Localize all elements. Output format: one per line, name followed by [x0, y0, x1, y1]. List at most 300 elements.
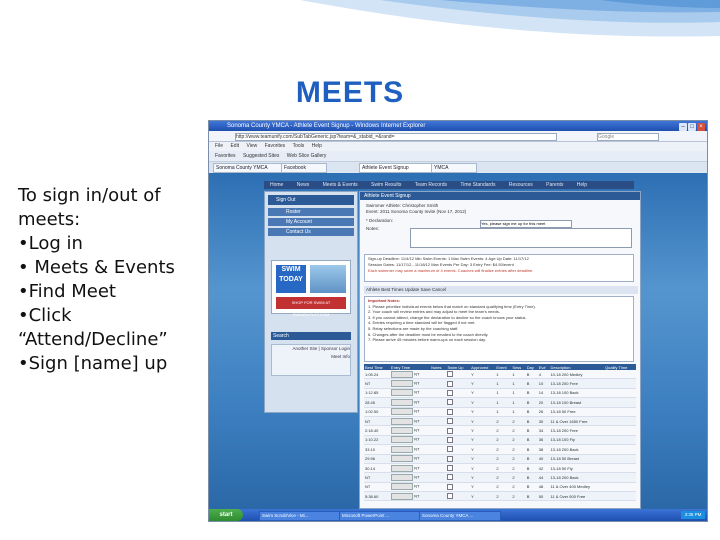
cell-entry — [390, 370, 430, 379]
entry-time-input[interactable] — [391, 493, 413, 500]
cell-value: 1 — [512, 409, 515, 415]
menu-tools[interactable]: Tools — [292, 143, 305, 149]
window-title: Sonoma County YMCA - Athlete Event Signup - Windows Internet Explorer — [227, 123, 426, 129]
cell-value: 2 — [496, 484, 499, 490]
cell-value: Y — [471, 418, 474, 424]
cell-value: 13-18 200 Back — [550, 446, 579, 452]
cell-event — [495, 370, 511, 379]
cell-value: B — [526, 399, 530, 405]
cell-value: 38 — [538, 446, 544, 452]
cell-event — [495, 492, 511, 501]
cell-day — [526, 473, 538, 482]
menu-edit[interactable]: Edit — [230, 143, 240, 149]
swim-up-checkbox[interactable] — [447, 484, 453, 490]
cell-q — [604, 407, 636, 416]
cell-approved — [470, 379, 495, 388]
maximize-icon[interactable]: □ — [688, 123, 696, 131]
web-slice-link[interactable]: Web Slice Gallery — [286, 153, 327, 159]
cell-value: 13-18 50 Fly — [550, 465, 573, 471]
cell-value: 13-18 50 Free — [550, 409, 576, 415]
cell-value: 11 & Over 500 Free — [550, 493, 586, 499]
cell-value: NT — [414, 455, 420, 461]
cell-value: 2 — [512, 418, 515, 424]
cell-swimup — [446, 379, 470, 388]
cell-event — [495, 407, 511, 416]
cell-q — [604, 482, 636, 491]
cell-day — [526, 426, 538, 435]
swim-up-checkbox[interactable] — [447, 446, 453, 452]
start-button[interactable]: start — [209, 509, 243, 521]
cell-value: 1 — [496, 399, 499, 405]
cell-value: B — [526, 437, 530, 443]
cell-value: NT — [365, 484, 371, 490]
cell-q — [604, 416, 636, 425]
cell-sess — [511, 398, 525, 407]
cell-value: 26 — [538, 409, 544, 415]
nav-meets-events[interactable]: Meets & Events — [322, 182, 358, 188]
menu-file[interactable]: File — [215, 143, 224, 149]
tab-ymca[interactable]: YMCA — [431, 163, 477, 173]
swim-today-logo: SWIM TODAY — [276, 265, 306, 293]
entry-time-input[interactable] — [391, 408, 413, 415]
event-row — [364, 482, 636, 491]
event-row — [364, 388, 636, 397]
cell-notes — [430, 407, 446, 416]
cell-day — [526, 454, 538, 463]
entry-time-input[interactable] — [391, 483, 413, 490]
cell-entry — [390, 435, 430, 444]
cell-best — [364, 370, 390, 379]
cell-event — [495, 482, 511, 491]
tab-event-signup[interactable]: Athlete Event Signup — [359, 163, 435, 173]
cell-approved — [470, 388, 495, 397]
important-notes — [364, 296, 634, 362]
entry-time-input[interactable] — [391, 427, 413, 434]
menu-bar — [209, 142, 707, 151]
form-header: Athlete Event Signup — [360, 192, 640, 200]
cell-value: 44 — [538, 474, 544, 480]
swim-up-checkbox[interactable] — [447, 409, 453, 415]
windows-taskbar — [209, 509, 707, 521]
declaration-label: * Declaration: — [366, 218, 394, 223]
nav-team-records[interactable]: Team Records — [414, 182, 447, 188]
cell-value: Y — [471, 465, 474, 471]
cell-value: B — [526, 381, 530, 387]
cell-entry — [390, 454, 430, 463]
cell-value: NT — [365, 381, 371, 387]
cell-value: 10 — [538, 381, 544, 387]
cell-value: B — [526, 456, 530, 462]
favorites-bar — [209, 151, 707, 162]
col-day: Day — [526, 364, 538, 370]
cell-best — [364, 426, 390, 435]
cell-notes — [430, 435, 446, 444]
cell-desc — [549, 398, 604, 407]
cell-desc — [549, 445, 604, 454]
entry-time-input[interactable] — [391, 371, 413, 378]
cell-value: 1:02.50 — [365, 409, 379, 415]
swim-up-checkbox[interactable] — [447, 493, 453, 499]
cell-best — [364, 445, 390, 454]
left-sidebar — [264, 191, 358, 413]
update-bar[interactable]: Athlete Best Times Update Save Cancel — [364, 286, 638, 294]
entry-time-input[interactable] — [391, 418, 413, 425]
cell-value: Y — [471, 493, 474, 499]
swim-up-checkbox[interactable] — [447, 371, 453, 377]
cell-swimup — [446, 407, 470, 416]
swim-outlet-banner: SHOP FOR SWIM AT SWIMOUTLET.COM — [276, 297, 346, 309]
swim-up-checkbox[interactable] — [447, 381, 453, 387]
cell-value: 13-18 200 Free — [550, 428, 578, 434]
cell-value: 2 — [512, 493, 515, 499]
event-row — [364, 445, 636, 454]
cell-day — [526, 492, 538, 501]
notes-textarea[interactable] — [410, 228, 632, 248]
cell-sess — [511, 463, 525, 472]
cell-value: 13-18 100 Fly — [550, 437, 575, 443]
cell-ev — [538, 398, 550, 407]
cell-notes — [430, 426, 446, 435]
swim-up-checkbox[interactable] — [447, 390, 453, 396]
cell-value: 34 — [538, 428, 544, 434]
cell-value: 1 — [512, 399, 515, 405]
cell-approved — [470, 492, 495, 501]
cell-event — [495, 398, 511, 407]
address-input[interactable]: http://www.teamunify.com/SubTabGeneric.jsp?team=&_stabid_=&rand= — [235, 133, 557, 141]
cell-value: 28.45 — [365, 399, 376, 405]
cell-value: 1 — [496, 381, 499, 387]
event-row — [364, 398, 636, 407]
meet-label: Event: 2011 Sonoma County Invite (Nov 17, 2012) — [366, 209, 467, 214]
cell-approved — [470, 370, 495, 379]
cell-q — [604, 445, 636, 454]
cell-value: B — [526, 465, 530, 471]
athlete-label: Swimmer Athlete: Christopher Smith — [366, 203, 439, 208]
cell-sess — [511, 482, 525, 491]
cell-swimup — [446, 473, 470, 482]
cell-ev — [538, 492, 550, 501]
cell-event — [495, 416, 511, 425]
cell-day — [526, 388, 538, 397]
cell-desc — [549, 435, 604, 444]
cell-value: 1 — [512, 381, 515, 387]
menu-view[interactable]: View — [246, 143, 258, 149]
cell-ev — [538, 445, 550, 454]
nav-time-standards[interactable]: Time Standards — [460, 182, 496, 188]
cell-value: 2 — [512, 446, 515, 452]
col-ev-num: Ev# — [538, 364, 550, 370]
cell-desc — [549, 454, 604, 463]
cell-notes — [430, 482, 446, 491]
cell-notes — [430, 370, 446, 379]
instruction-line: To sign in/out of — [18, 185, 161, 206]
cell-ev — [538, 370, 550, 379]
col-event: Event — [495, 364, 511, 370]
cell-best — [364, 379, 390, 388]
cell-value: 30 — [538, 418, 544, 424]
cell-q — [604, 398, 636, 407]
cell-swimup — [446, 426, 470, 435]
entry-time-input[interactable] — [391, 436, 413, 443]
swim-today-ad[interactable] — [271, 260, 351, 317]
cell-q — [604, 454, 636, 463]
page-content — [209, 173, 707, 509]
cell-value: 40 — [538, 456, 544, 462]
note-line: 3. If you cannot attend, change the declaration to decline so the coach knows your status. — [368, 314, 527, 320]
nav-swim-results[interactable]: Swim Results — [371, 182, 402, 188]
cell-value: 2 — [496, 446, 499, 452]
event-row — [364, 416, 636, 425]
cell-ev — [538, 407, 550, 416]
cell-value: NT — [414, 427, 420, 433]
cell-value: B — [526, 409, 530, 415]
cell-value: 29.96 — [365, 456, 376, 462]
cell-value: 1 — [496, 371, 499, 377]
cell-value: Y — [471, 437, 474, 443]
nav-resources[interactable]: Resources — [508, 182, 533, 188]
swim-up-checkbox[interactable] — [447, 465, 453, 471]
cell-q — [604, 426, 636, 435]
cell-entry — [390, 463, 430, 472]
cell-value: 1 — [496, 409, 499, 415]
entry-time-input[interactable] — [391, 399, 413, 406]
cell-swimup — [446, 454, 470, 463]
cell-desc — [549, 492, 604, 501]
cell-swimup — [446, 492, 470, 501]
entry-time-input[interactable] — [391, 474, 413, 481]
cell-value: NT — [414, 399, 420, 405]
nav-news[interactable]: News — [296, 182, 310, 188]
cell-entry — [390, 416, 430, 425]
sidebar-item-roster[interactable]: Roster — [268, 208, 354, 216]
cell-event — [495, 426, 511, 435]
note-line: 6. Changes after the deadline must be emailed to the coach directly. — [368, 331, 489, 337]
col-best-time: Best Time — [364, 364, 390, 370]
cell-ev — [538, 416, 550, 425]
cell-sess — [511, 492, 525, 501]
swim-up-checkbox[interactable] — [447, 474, 453, 480]
address-bar-row — [209, 131, 707, 142]
cell-value: 2:18.40 — [365, 428, 379, 434]
instruction-line: •Log in — [18, 233, 83, 254]
taskbar-item[interactable]: Swim Scrub/Vice - Mi... — [259, 511, 341, 521]
cell-best — [364, 416, 390, 425]
cell-value: 2 — [512, 437, 515, 443]
col-approved: Approved — [470, 364, 495, 370]
cell-day — [526, 416, 538, 425]
cell-desc — [549, 388, 604, 397]
cell-value: NT — [414, 390, 420, 396]
cell-value: 2 — [512, 484, 515, 490]
events-body — [364, 370, 636, 501]
cell-value: Y — [471, 484, 474, 490]
cell-ev — [538, 473, 550, 482]
swim-up-checkbox[interactable] — [447, 418, 453, 424]
cell-sess — [511, 426, 525, 435]
cell-value: NT — [414, 474, 420, 480]
minimize-icon[interactable]: – — [679, 123, 687, 131]
cell-value: 2 — [512, 428, 515, 434]
menu-help[interactable]: Help — [311, 143, 322, 149]
entry-time-input[interactable] — [391, 446, 413, 453]
cell-best — [364, 454, 390, 463]
nav-help[interactable]: Help — [576, 182, 588, 188]
taskbar-item[interactable]: Sonoma County YMCA ... — [419, 511, 501, 521]
cell-notes — [430, 398, 446, 407]
instruction-line: •Find Meet — [18, 281, 116, 302]
event-row — [364, 454, 636, 463]
nav-home[interactable]: Home — [270, 182, 284, 188]
cell-desc — [549, 379, 604, 388]
cell-value: 2 — [512, 465, 515, 471]
cell-sess — [511, 435, 525, 444]
sidebar-link[interactable]: Another Site | Sponsor Login — [292, 346, 350, 351]
sidebar-item-contact-us[interactable]: Contact Us — [268, 228, 354, 236]
cell-value: B — [526, 493, 530, 499]
col-sess: Sess — [511, 364, 525, 370]
menu-favorites[interactable]: Favorites — [264, 143, 286, 149]
cell-value: B — [526, 428, 530, 434]
cell-value: Y — [471, 371, 474, 377]
swim-up-checkbox[interactable] — [447, 437, 453, 443]
cell-value: Y — [471, 409, 474, 415]
notes-label: Notes: — [366, 226, 380, 231]
cell-best — [364, 463, 390, 472]
cell-value: 20 — [538, 399, 544, 405]
sidebar-links — [271, 344, 351, 376]
cell-value: 2 — [512, 474, 515, 480]
cell-ev — [538, 388, 550, 397]
note-line: 7. Please arrive 45 minutes before warm-ups on each session day. — [368, 337, 486, 343]
cell-sess — [511, 388, 525, 397]
tab-facebook[interactable]: Facebook — [281, 163, 327, 173]
cell-approved — [470, 407, 495, 416]
event-row — [364, 473, 636, 482]
cell-swimup — [446, 388, 470, 397]
cell-swimup — [446, 370, 470, 379]
cell-value: 5:38.60 — [365, 493, 379, 499]
cell-value: NT — [365, 474, 371, 480]
sidebar-search-header: Search — [271, 332, 351, 340]
cell-value: 1:12.85 — [365, 390, 379, 396]
swim-up-checkbox[interactable] — [447, 399, 453, 405]
note-line: 4. Entries requiring a time standard will be flagged if not met. — [368, 320, 476, 326]
cell-approved — [470, 463, 495, 472]
favorites-button[interactable]: Favorites — [215, 153, 236, 159]
meet-info-box — [364, 254, 634, 282]
cell-event — [495, 445, 511, 454]
event-row — [364, 426, 636, 435]
cell-event — [495, 388, 511, 397]
sidebar-link[interactable]: Meet Info — [331, 354, 350, 359]
declaration-select[interactable]: Yes, please sign me up for this meet — [480, 220, 572, 228]
cell-value: 2 — [496, 456, 499, 462]
suggested-sites-link[interactable]: Suggested Sites — [242, 153, 280, 159]
cell-desc — [549, 407, 604, 416]
cell-day — [526, 379, 538, 388]
tab-bar — [209, 162, 707, 172]
cell-value: 2 — [496, 493, 499, 499]
cell-approved — [470, 445, 495, 454]
cell-approved — [470, 482, 495, 491]
sidebar-item-my-account[interactable]: My Account — [268, 218, 354, 226]
cell-value: 1:05.24 — [365, 371, 379, 377]
cell-day — [526, 435, 538, 444]
search-input[interactable]: Google — [597, 133, 659, 141]
entry-time-input[interactable] — [391, 380, 413, 387]
entry-time-input[interactable] — [391, 465, 413, 472]
cell-value: 11 & Over 1650 Free — [550, 418, 588, 424]
tab-ymca-home[interactable]: Sonoma County YMCA — [213, 163, 285, 173]
cell-value: NT — [414, 418, 420, 424]
swim-up-checkbox[interactable] — [447, 428, 453, 434]
cell-swimup — [446, 435, 470, 444]
entry-time-input[interactable] — [391, 389, 413, 396]
event-row — [364, 370, 636, 379]
cell-q — [604, 473, 636, 482]
cell-value: 33.10 — [365, 446, 376, 452]
close-icon[interactable]: × — [697, 123, 705, 131]
cell-value: 13-18 200 Back — [550, 474, 579, 480]
cell-sess — [511, 370, 525, 379]
cell-entry — [390, 426, 430, 435]
instruction-line: • Meets & Events — [18, 257, 175, 278]
cell-approved — [470, 435, 495, 444]
cell-value: Y — [471, 456, 474, 462]
cell-approved — [470, 454, 495, 463]
instruction-line: •Sign [name] up — [18, 353, 168, 374]
meet-info-line: Session Dates: 11/17/12 - 11/18/12 Max Events Per Day: 3 Entry Fee: $4.50/event — [368, 262, 514, 267]
cell-best — [364, 407, 390, 416]
cell-value: NT — [414, 493, 420, 499]
cell-sess — [511, 445, 525, 454]
cell-entry — [390, 482, 430, 491]
cell-day — [526, 398, 538, 407]
cell-value: NT — [414, 408, 420, 414]
cell-swimup — [446, 463, 470, 472]
event-signup-form — [359, 191, 641, 509]
sign-out-button[interactable]: Sign Out — [268, 195, 354, 205]
cell-value: Y — [471, 381, 474, 387]
cell-notes — [430, 473, 446, 482]
cell-best — [364, 398, 390, 407]
instruction-text — [18, 184, 203, 376]
cell-value: B — [526, 446, 530, 452]
taskbar-item[interactable]: Microsoft PowerPoint ... — [339, 511, 421, 521]
event-row — [364, 463, 636, 472]
entry-time-input[interactable] — [391, 455, 413, 462]
cell-value: Y — [471, 428, 474, 434]
cell-q — [604, 492, 636, 501]
cell-ev — [538, 482, 550, 491]
nav-parents[interactable]: Parents — [546, 182, 564, 188]
cell-sess — [511, 473, 525, 482]
cell-q — [604, 379, 636, 388]
cell-desc — [549, 416, 604, 425]
cell-event — [495, 379, 511, 388]
cell-desc — [549, 482, 604, 491]
meet-info-line: Each swimmer may swim a maximum of 4 events. Coaches will finalize entries after deadline. — [368, 268, 534, 273]
cell-notes — [430, 445, 446, 454]
cell-entry — [390, 379, 430, 388]
swim-up-checkbox[interactable] — [447, 456, 453, 462]
cell-value: 1 — [512, 390, 515, 396]
cell-value: 1:10.22 — [365, 437, 379, 443]
cell-value: 2 — [496, 437, 499, 443]
cell-swimup — [446, 416, 470, 425]
cell-best — [364, 388, 390, 397]
cell-value: B — [526, 390, 530, 396]
